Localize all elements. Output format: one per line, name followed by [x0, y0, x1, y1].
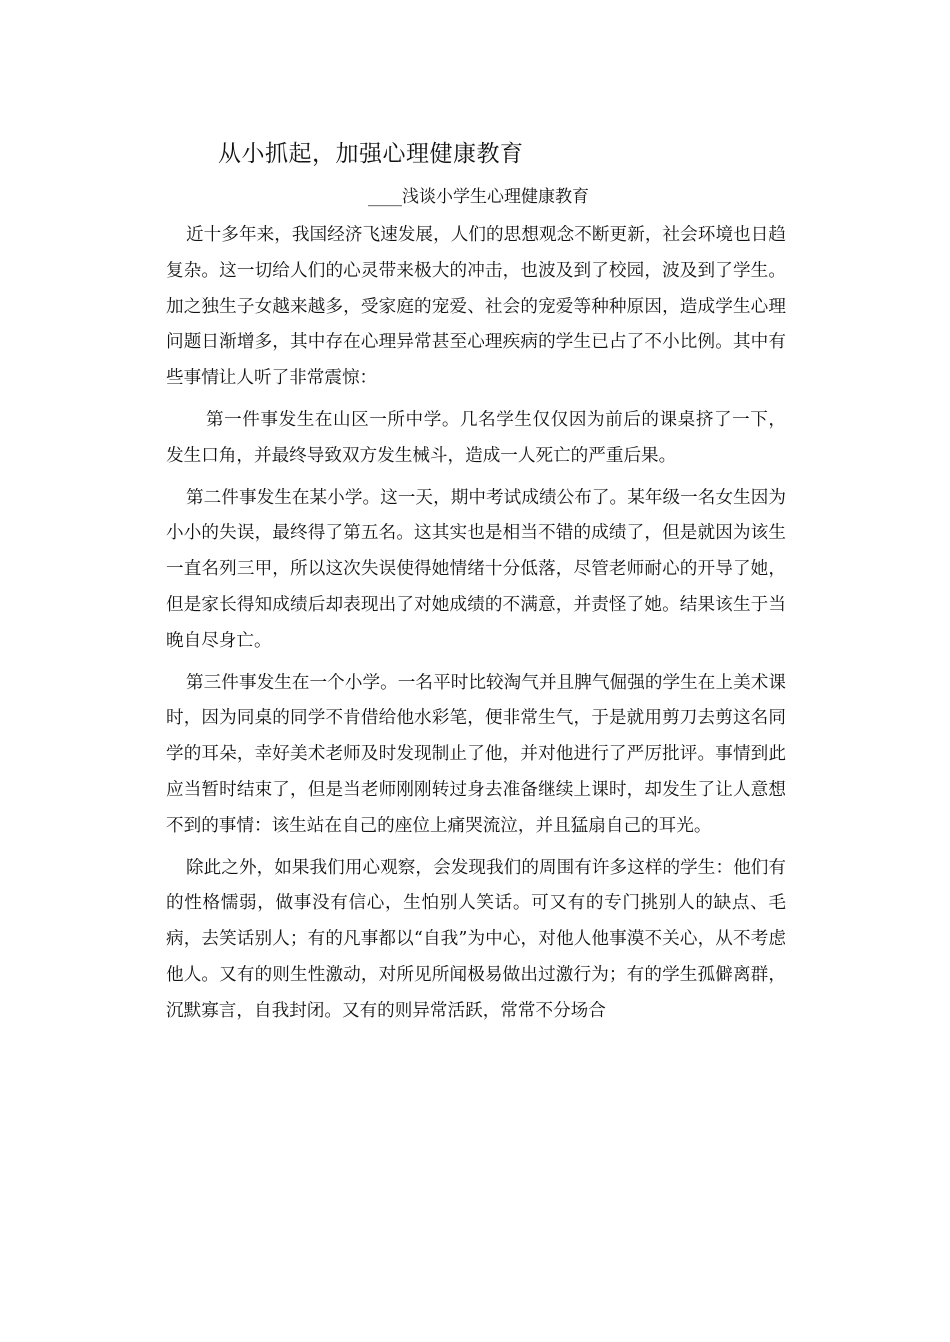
- paragraph-case-one: 第一件事发生在山区一所中学。几名学生仅仅因为前后的课桌挤了一下，发生口角，并最终导致双方发生械斗，造成一人死亡的严重后果。: [166, 409, 786, 466]
- paragraph-intro: 近十多年来，我国经济飞速发展，人们的思想观念不断更新，社会环境也日趋复杂。这一切给人们的心灵带来极大的冲击，也波及到了校园，波及到了学生。加之独生子女越来越多，受家庭的宠爱、社会的宠爱等种种原因，造成学生心理问题日渐增多，其中存在心理异常甚至心理疾病的学生已占了不小比例。其中有些事情让人听了非常震惊：: [166, 225, 786, 389]
- document-subtitle: ____浅谈小学生心理健康教育: [368, 187, 589, 207]
- document-title: 从小抓起，加强心理健康教育: [218, 141, 524, 167]
- paragraph-case-two: 第二件事发生在某小学。这一天，期中考试成绩公布了。某年级一名女生因为小小的失误，最终得了第五名。这其实也是相当不错的成绩了，但是就因为该生一直名列三甲，所以这次失误使得她情绪十分低落，尽管老师耐心的开导了她，但是家长得知成绩后却表现出了对她成绩的不满意，并责怪了她。结果该生于当晚自尽身亡。: [166, 487, 786, 651]
- paragraph-observation: 除此之外，如果我们用心观察，会发现我们的周围有许多这样的学生：他们有的性格懦弱，做事没有信心，生怕别人笑话。可又有的专门挑别人的缺点、毛病，去笑话别人；有的凡事都以“自我”为中心，对他人他事漠不关心，从不考虑他人。又有的则生性激动，对所见所闻极易做出过激行为；有的学生孤僻离群，沉默寡言，自我封闭。又有的则异常活跃，常常不分场合: [166, 857, 786, 1021]
- paragraph-case-three: 第三件事发生在一个小学。一名平时比较淘气并且脾气倔强的学生在上美术课时，因为同桌的同学不肯借给他水彩笔，便非常生气，于是就用剪刀去剪这名同学的耳朵，幸好美术老师及时发现制止了他，并对他进行了严厉批评。事情到此应当暂时结束了，但是当老师刚刚转过身去准备继续上课时，却发生了让人意想不到的事情：该生站在自己的座位上痛哭流泣，并且猛扇自己的耳光。: [166, 672, 786, 836]
- document-body: [166, 218, 786, 1036]
